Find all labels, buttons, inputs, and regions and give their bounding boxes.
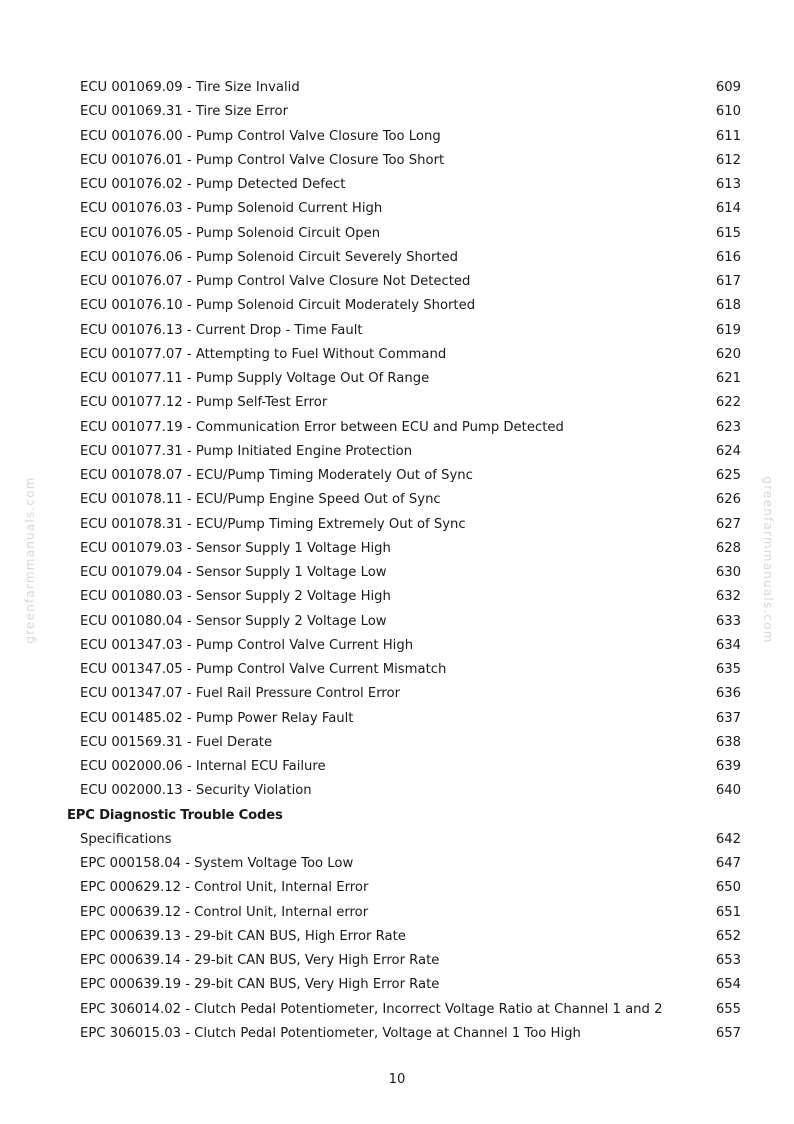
toc-entry[interactable] [0,270,794,294]
toc-entry-page-number: 632 [715,589,741,605]
toc-entry[interactable] [0,173,794,197]
toc-entry[interactable] [0,925,794,949]
toc-entry[interactable] [0,464,794,488]
toc-entry-page-number: 638 [715,734,741,750]
toc-entry-title: EPC 000639.14 - 29-bit CAN BUS, Very High Error Rate [80,953,440,968]
toc-entry-title: ECU 001076.06 - Pump Solenoid Circuit Severely Shorted [80,249,459,265]
toc-entry-title: ECU 001079.04 - Sensor Supply 1 Voltage Low [80,565,387,580]
toc-entry[interactable] [0,949,794,973]
toc-entry[interactable] [0,149,794,173]
toc-entry[interactable] [0,998,794,1022]
toc-entry-page-number: 657 [715,1025,741,1041]
toc-entry-title: EPC 000639.19 - 29-bit CAN BUS, Very High Error Rate [80,977,440,993]
toc-entry-title: EPC 306014.02 - Clutch Pedal Potentiometer, Incorrect Voltage Ratio at Channel 1 and 2 [80,1001,663,1017]
toc-entry[interactable] [0,416,794,440]
toc-entry-title: ECU 001076.03 - Pump Solenoid Current High [80,201,383,217]
toc-entry-title: EPC 000629.12 - Control Unit, Internal Error [80,880,369,896]
toc-entry-title: ECU 001076.02 - Pump Detected Defect [80,177,346,192]
toc-entry[interactable] [0,513,794,537]
toc-entry-title: ECU 001078.07 - ECU/Pump Timing Moderately Out of Sync [80,468,473,483]
toc-entry[interactable] [0,707,794,731]
toc-entry-title: ECU 001077.31 - Pump Initiated Engine Protection [80,443,413,459]
toc-entry-title: ECU 001080.04 - Sensor Supply 2 Voltage Low [80,613,387,629]
toc-entry[interactable] [0,125,794,149]
toc-entry[interactable] [0,343,794,367]
toc-entry-page-number: 628 [715,540,741,556]
toc-entry-title: ECU 002000.06 - Internal ECU Failure [80,759,326,774]
toc-entry[interactable] [0,100,794,124]
toc-entry-page-number: 653 [715,953,741,968]
toc-entry[interactable] [0,658,794,682]
toc-entry-title: EPC 000158.04 - System Voltage Too Low [80,856,354,871]
toc-entry-title: ECU 001076.00 - Pump Control Valve Closure Too Long [80,128,441,144]
toc-entry-title: ECU 001077.19 - Communication Error between ECU and Pump Detected [80,419,564,435]
toc-entry[interactable] [0,391,794,415]
toc-entry-page-number: 620 [715,346,741,362]
toc-entry-page-number: 636 [715,686,741,702]
toc-entry-page-number: 624 [715,443,741,459]
toc-entry-page-number: 640 [715,783,741,799]
watermark-right: greenfarmmanuals.com [761,476,775,644]
toc-entry-page-number: 612 [715,152,741,168]
toc-entry-page-number: 625 [715,468,741,483]
watermark-left: greenfarmmanuals.com [23,476,37,644]
toc-entry-page-number: 609 [715,80,741,95]
toc-entry-title: ECU 001079.03 - Sensor Supply 1 Voltage High [80,540,391,556]
toc-entry[interactable] [0,779,794,803]
toc-entry-title: ECU 001078.11 - ECU/Pump Engine Speed Out of Sync [80,492,441,508]
toc-entry-title: ECU 001076.10 - Pump Solenoid Circuit Moderately Shorted [80,298,476,314]
toc-entry-page-number: 621 [715,371,741,386]
toc-entry-title: ECU 001077.07 - Attempting to Fuel Without Command [80,346,447,362]
toc-entry-title: ECU 001485.02 - Pump Power Relay Fault [80,710,354,726]
toc-entry-page-number: 652 [715,928,741,944]
toc-entry-page-number: 651 [715,904,741,920]
toc-entry-page-number: 650 [715,880,741,896]
toc-entry[interactable] [0,731,794,755]
toc-entry-title: ECU 001080.03 - Sensor Supply 2 Voltage High [80,589,391,605]
toc-entry-page-number: 633 [715,613,741,629]
toc-entry-page-number: 615 [715,225,741,241]
toc-entry-title: EPC 000639.12 - Control Unit, Internal error [80,904,369,920]
table-of-contents [0,76,794,1046]
toc-entry-title: ECU 001077.12 - Pump Self-Test Error [80,395,328,411]
toc-entry-title: ECU 001069.31 - Tire Size Error [80,104,288,120]
toc-entry[interactable] [0,901,794,925]
toc-entry[interactable] [0,537,794,561]
toc-entry[interactable] [0,852,794,876]
toc-entry-page-number: 613 [715,177,741,192]
section-heading-title: EPC Diagnostic Trouble Codes [67,807,283,823]
toc-entry-title: ECU 001076.07 - Pump Control Valve Closure Not Detected [80,274,471,289]
section-heading [0,804,794,828]
toc-entry-title: ECU 001347.03 - Pump Control Valve Current High [80,637,414,653]
toc-entry-title: ECU 001347.07 - Fuel Rail Pressure Control Error [80,686,401,702]
toc-entry[interactable] [0,440,794,464]
toc-entry[interactable] [0,367,794,391]
toc-entry-title: ECU 002000.13 - Security Violation [80,783,312,799]
toc-entry-page-number: 619 [715,322,741,338]
toc-entry[interactable] [0,76,794,100]
toc-entry-page-number: 627 [715,516,741,532]
page-number: 10 [388,1072,406,1087]
toc-entry[interactable] [0,610,794,634]
toc-entry-title: ECU 001076.13 - Current Drop - Time Fault [80,322,363,338]
toc-entry[interactable] [0,488,794,512]
toc-entry-page-number: 642 [715,831,741,847]
toc-entry[interactable] [0,294,794,318]
toc-entry-title: EPC 306015.03 - Clutch Pedal Potentiometer, Voltage at Channel 1 Too High [80,1025,581,1041]
toc-entry-title: ECU 001569.31 - Fuel Derate [80,734,273,750]
toc-entry-page-number: 616 [715,249,741,265]
toc-entry-page-number: 637 [715,710,741,726]
toc-entry-page-number: 634 [715,637,741,653]
toc-entry-page-number: 622 [715,395,741,411]
toc-entry-title: ECU 001347.05 - Pump Control Valve Current Mismatch [80,662,447,677]
toc-entry-page-number: 614 [715,201,741,217]
toc-entry[interactable] [0,1022,794,1046]
toc-entry-page-number: 654 [715,977,741,993]
toc-entry-page-number: 647 [715,856,741,871]
toc-entry[interactable] [0,828,794,852]
toc-entry[interactable] [0,319,794,343]
toc-entry-title: ECU 001077.11 - Pump Supply Voltage Out Of Range [80,371,430,386]
toc-entry-page-number: 623 [715,419,741,435]
toc-entry-title: ECU 001078.31 - ECU/Pump Timing Extremely Out of Sync [80,516,466,532]
toc-entry-page-number: 635 [715,662,741,677]
toc-entry[interactable] [0,634,794,658]
toc-entry-title: ECU 001076.01 - Pump Control Valve Closure Too Short [80,152,445,168]
toc-entry-page-number: 617 [715,274,741,289]
toc-entry-page-number: 611 [715,128,741,144]
toc-entry-page-number: 626 [715,492,741,508]
toc-entry[interactable] [0,755,794,779]
toc-entry-page-number: 655 [715,1001,741,1017]
toc-entry[interactable] [0,585,794,609]
toc-entry[interactable] [0,973,794,997]
toc-entry-title: ECU 001076.05 - Pump Solenoid Circuit Open [80,225,381,241]
toc-entry[interactable] [0,876,794,900]
toc-entry-title: Specifications [80,831,172,847]
toc-entry-title: EPC 000639.13 - 29-bit CAN BUS, High Error Rate [80,928,406,944]
toc-entry[interactable] [0,246,794,270]
toc-entry[interactable] [0,222,794,246]
toc-entry-page-number: 610 [715,104,741,120]
toc-entry[interactable] [0,682,794,706]
toc-entry-page-number: 639 [715,759,741,774]
toc-entry[interactable] [0,197,794,221]
toc-entry[interactable] [0,561,794,585]
toc-entry-title: ECU 001069.09 - Tire Size Invalid [80,80,300,95]
toc-entry-page-number: 618 [715,298,741,314]
toc-entry-page-number: 630 [715,565,741,580]
